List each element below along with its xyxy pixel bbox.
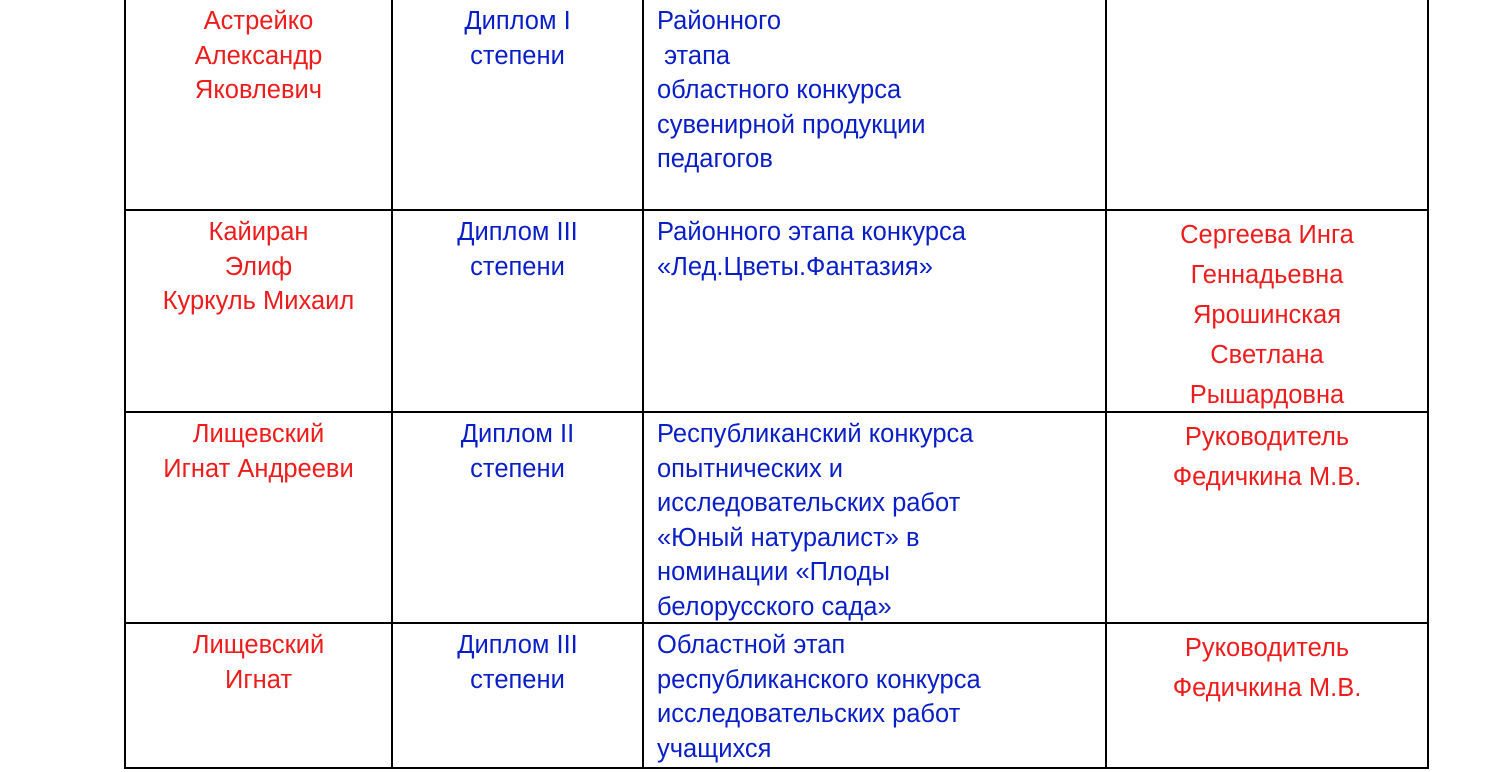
award-line: степени [470, 454, 565, 483]
competition-line: этапа [657, 41, 731, 70]
supervisor-line: Геннадьевна [1190, 261, 1344, 289]
competition-line: Районного [657, 7, 782, 35]
student-name-line: Лищевский [192, 631, 325, 659]
student-name-line: Игнат [224, 665, 292, 694]
award-line: степени [470, 252, 565, 281]
competition-cell [644, 413, 1107, 624]
competition-line: номинации «Плоды [657, 558, 890, 586]
student-name-cell [126, 413, 393, 624]
student-name-line: Куркуль Михаил [162, 287, 355, 315]
competition-line: исследовательских работ [657, 700, 961, 728]
competition-line: педагогов [657, 145, 773, 173]
supervisor-cell [1107, 624, 1427, 767]
award-line: Диплом III [457, 218, 578, 246]
competition-line: «Лед.Цветы.Фантазия» [657, 252, 933, 281]
competition-cell [644, 211, 1107, 413]
award-line: Диплом I [464, 7, 571, 35]
award-cell [393, 0, 644, 211]
supervisor-line: Рышардовна [1189, 381, 1345, 409]
student-name-line: Лищевский [192, 420, 325, 448]
student-name-line: Кайиран [208, 218, 309, 246]
supervisor-line: Руководитель [1184, 634, 1350, 662]
competition-line: Республиканский конкурса [657, 420, 974, 448]
award-line: степени [470, 665, 565, 694]
award-cell [393, 624, 644, 767]
student-name-line: Александр [194, 41, 323, 70]
award-line: степени [470, 41, 565, 70]
supervisor-line: Федичкина М.В. [1172, 674, 1362, 702]
competition-line: республиканского конкурса [657, 665, 981, 694]
student-name-line: Яковлевич [194, 76, 323, 104]
competition-line: областного конкурса [657, 76, 902, 104]
competition-line: учащихся [657, 734, 772, 763]
student-name-line: Игнат Андрееви [163, 454, 354, 483]
supervisor-line: Ярошинская [1192, 301, 1342, 329]
competition-cell [644, 0, 1107, 211]
student-name-line: Элиф [224, 252, 293, 281]
competition-line: Районного этапа конкурса [657, 218, 966, 246]
competition-line: сувенирной продукции [657, 110, 926, 139]
student-name-line: Астрейко [203, 7, 314, 35]
competition-line: белорусского сада» [657, 592, 892, 621]
supervisor-line: Сергеева Инга [1180, 221, 1354, 249]
supervisor-line: Светлана [1210, 341, 1324, 369]
award-cell [393, 211, 644, 413]
student-name-cell [126, 0, 393, 211]
supervisor-cell [1107, 413, 1427, 624]
competition-line: исследовательских работ [657, 489, 961, 517]
supervisor-cell [1107, 0, 1427, 211]
competition-line: опытнических и [657, 454, 844, 483]
student-name-cell [126, 624, 393, 767]
competition-line: «Юный натуралист» в [657, 523, 920, 552]
competition-cell [644, 624, 1107, 767]
supervisor-line: Федичкина М.В. [1172, 463, 1362, 491]
award-cell [393, 413, 644, 624]
student-name-cell [126, 211, 393, 413]
awards-table [124, 0, 1429, 769]
supervisor-cell [1107, 211, 1427, 413]
award-line: Диплом III [457, 631, 578, 659]
award-line: Диплом II [460, 420, 575, 448]
supervisor-line: Руководитель [1184, 423, 1350, 451]
competition-line: Областной этап [657, 631, 846, 659]
